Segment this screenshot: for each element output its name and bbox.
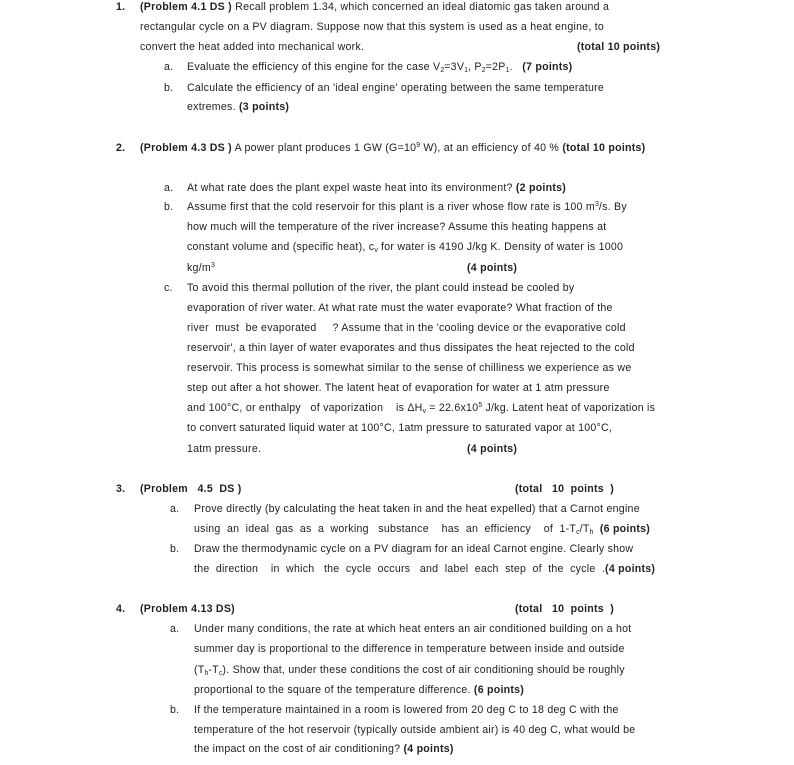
problem-3-part-b-line: [194, 562, 655, 576]
points-label: (6 points): [473, 684, 525, 696]
problem-2-number: 2.: [116, 142, 126, 154]
problem-1-part-a-text: [187, 60, 572, 74]
problem-1-part-b-line: [187, 100, 289, 114]
problem-1-intro-line: Recall problem 1.34, which concerned an ideal diatomic gas taken around a: [235, 1, 610, 13]
text-segment: kg/m: [187, 262, 211, 274]
problem-1-part-a-label: a.: [164, 61, 174, 73]
problem-4-part-a-line: Under many conditions, the rate at which heat enters an air conditioned building on a hot: [194, 623, 632, 635]
problem-3-part-a-line: [194, 522, 650, 536]
subscript: c: [218, 670, 223, 677]
text-segment: /s. By: [598, 201, 627, 213]
problem-4-total-points: (total 10 points ): [515, 603, 615, 615]
problem-2-part-c-label: c.: [164, 282, 173, 294]
text-segment: proportional to the square of the temperature difference.: [194, 684, 471, 696]
points-label: (4 points): [467, 262, 518, 274]
problem-2-part-c-line: river must be evaporated ? Assume that in the 'cooling device or the evaporative cold: [187, 322, 626, 334]
text-segment: W), at an efficiency of 40 %: [420, 142, 560, 154]
problem-4-number: 4.: [116, 603, 126, 615]
text-segment: =2P: [485, 61, 506, 73]
text-segment: A power plant produces 1 GW (G=10: [234, 142, 417, 154]
problem-2-first-line: [140, 141, 645, 155]
text-segment: the direction in which the cycle occurs and label each step of the cycle .: [194, 563, 606, 575]
text-segment: the impact on the cost of air conditioning?: [194, 743, 401, 755]
problem-1-part-b-label: b.: [164, 82, 174, 94]
text-segment: /T: [579, 523, 590, 535]
problem-4-part-a-line: [194, 683, 524, 697]
subscript: 2: [481, 67, 486, 74]
problem-2-part-b-line: [187, 200, 627, 214]
problem-4-heading: (Problem 4.13 DS): [140, 603, 235, 615]
problem-1-first-line: [140, 0, 609, 14]
problem-1-heading: (Problem 4.1 DS ): [140, 1, 232, 13]
subscript: 2: [440, 67, 445, 74]
problem-2-part-b-line: [187, 240, 623, 254]
problem-4-part-b-line: [194, 742, 454, 756]
problem-4-part-b-line: If the temperature maintained in a room is lowered from 20 deg C to 18 deg C with the: [194, 704, 619, 716]
text-segment: constant volume and (specific heat), c: [187, 241, 375, 253]
text-segment: = 22.6x10: [426, 402, 479, 414]
problem-4-part-a-line: summer day is proportional to the difference in temperature between inside and outside: [194, 643, 625, 655]
problem-2-part-c-line: reservoir', a thin layer of water evaporates and thus dissipates the heat rejected to the cold: [187, 342, 635, 354]
points-label: (4 points): [467, 443, 518, 455]
text-segment: using an ideal gas as a working substance has an efficiency of 1-T: [194, 523, 577, 535]
problem-4-part-a-label: a.: [170, 623, 180, 635]
text-segment: and 100°C, or enthalpy of vaporization is ΔH: [187, 402, 423, 414]
problem-3-total-points: (total 10 points ): [515, 483, 615, 495]
text-segment: Assume first that the cold reservoir for this plant is a river whose flow rate is 100 m: [187, 201, 595, 213]
problem-2-part-b-line: how much will the temperature of the river increase? Assume this heating happens at: [187, 221, 607, 233]
problem-3-part-a-line: Prove directly (by calculating the heat taken in and the heat expelled) that a Carnot engine: [194, 503, 640, 515]
problem-1-intro-line: convert the heat added into mechanical work.: [140, 41, 365, 53]
points-label: (7 points): [522, 61, 573, 73]
text-segment: -T: [208, 664, 219, 676]
superscript: 3: [210, 262, 215, 269]
text-segment: J/kg. Latent heat of vaporization is: [482, 402, 656, 414]
superscript: 5: [478, 402, 483, 409]
problem-2-part-b-label: b.: [164, 201, 174, 213]
problem-4-part-a-line: [194, 663, 625, 677]
problem-1-part-b-line: Calculate the efficiency of an 'ideal engine' operating between the same temperature: [187, 82, 605, 94]
problem-1-intro-line: rectangular cycle on a PV diagram. Suppose now that this system is used as a heat engine, to: [140, 21, 605, 33]
problem-2-part-c-line: step out after a hot shower. The latent heat of evaporation for water at 1 atm pressure: [187, 382, 610, 394]
text-segment: extremes.: [187, 101, 236, 113]
points-label: (2 points): [515, 182, 567, 194]
problem-2-part-c-line: To avoid this thermal pollution of the river, the plant could instead be cooled by: [187, 282, 575, 294]
problem-2-part-c-line: reservoir. This process is somewhat similar to the sense of chilliness we experience as we: [187, 362, 632, 374]
problem-2-part-c-line: evaporation of river water. At what rate must the water evaporate? What fraction of the: [187, 302, 613, 314]
subscript: c: [576, 529, 580, 536]
problem-1-total-points: (total 10 points): [577, 41, 661, 53]
problem-3-part-a-label: a.: [170, 503, 180, 515]
problem-2-part-c-line: to convert saturated liquid water at 100°C, 1atm pressure to saturated vapor at 100°C,: [187, 422, 613, 434]
points-label: (4 points): [403, 743, 454, 755]
problem-2-heading: (Problem 4.3 DS ): [140, 142, 232, 154]
problem-3-part-b-line: Draw the thermodynamic cycle on a PV diagram for an ideal Carnot engine. Clearly show: [194, 543, 634, 555]
text-segment: for water is 4190 J/kg K. Density of water is 1000: [377, 241, 624, 253]
text-segment: (T: [194, 664, 205, 676]
points-label: (3 points): [238, 101, 290, 113]
text-segment: Evaluate the efficiency of this engine for the case V: [187, 61, 441, 73]
problem-2-part-c-line: 1atm pressure.: [187, 443, 262, 455]
problem-2-part-c-line: [187, 401, 655, 415]
subscript: v: [374, 247, 378, 254]
text-segment: .: [509, 61, 513, 73]
superscript: 3: [594, 201, 599, 208]
points-label: (4 points): [605, 563, 656, 575]
subscript: h: [589, 529, 594, 536]
text-segment: =3V: [444, 61, 465, 73]
problem-2-total-points: (total 10 points): [562, 142, 646, 154]
text-segment: ). Show that, under these conditions the cost of air conditioning should be roughly: [222, 664, 625, 676]
problem-2-part-b-line: [187, 261, 215, 275]
problem-3-number: 3.: [116, 483, 126, 495]
problem-4-part-b-label: b.: [170, 704, 180, 716]
points-label: (6 points): [599, 523, 651, 535]
problem-1-number: 1.: [116, 1, 126, 13]
problem-2-part-a-text: [187, 181, 566, 195]
problem-3-part-b-label: b.: [170, 543, 180, 555]
problem-4-part-b-line: temperature of the hot reservoir (typically outside ambient air) is 40 deg C, what would be: [194, 724, 636, 736]
text-segment: , P: [468, 61, 482, 73]
superscript: 9: [416, 142, 421, 149]
problem-3-heading: (Problem 4.5 DS ): [140, 483, 242, 495]
text-segment: At what rate does the plant expel waste heat into its environment?: [187, 182, 513, 194]
problem-2-part-a-label: a.: [164, 182, 174, 194]
subscript: 1: [464, 67, 469, 74]
subscript: v: [422, 408, 427, 415]
subscript: h: [204, 670, 209, 677]
subscript: 1: [505, 67, 510, 74]
